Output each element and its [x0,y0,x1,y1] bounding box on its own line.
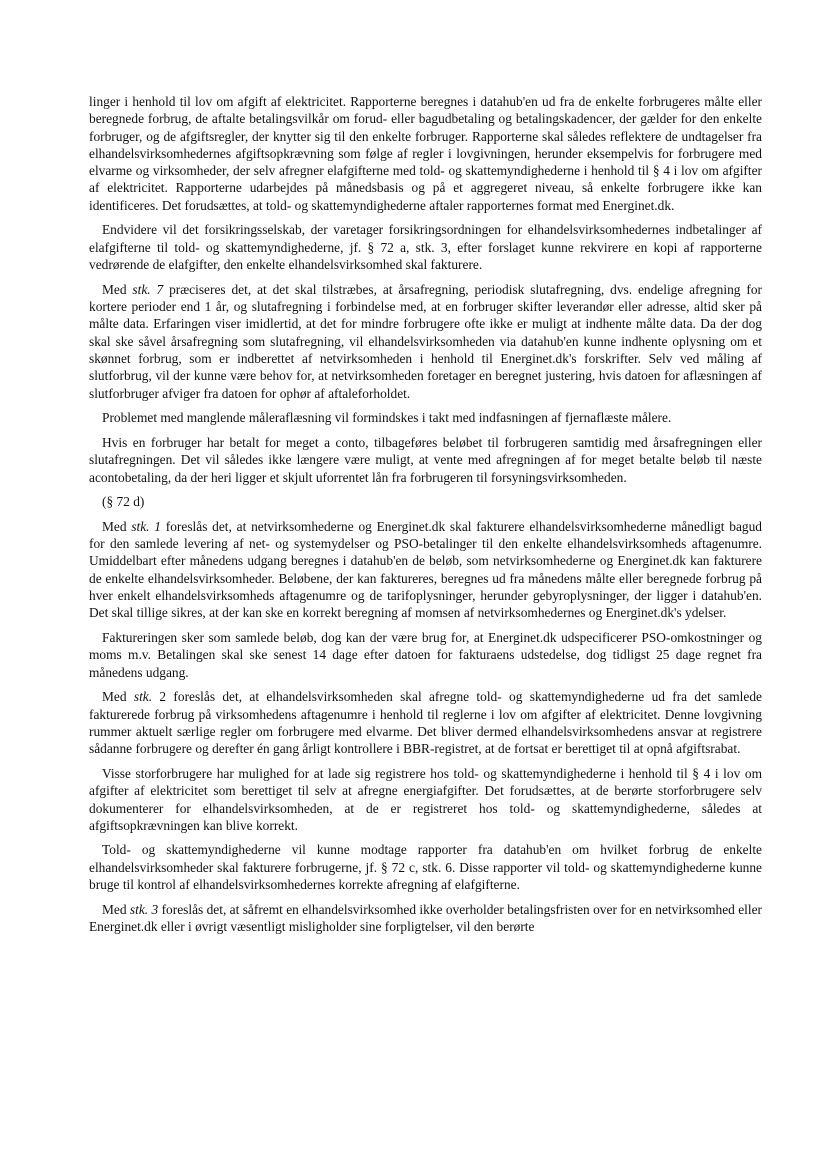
paragraph-stk-ref: stk. 1 [131,518,161,534]
paragraph-text: Faktureringen sker som samlede beløb, dog kan der være brug for, at Energinet.dk udspecificerer PSO-omkostninger og moms m.v. Betalingen skal ske senest 14 dage efter datoen for fakturaens udstedelse, dog tidligst 25 dage regnet fra månedens udgang. [89,630,762,680]
paragraph-text: Hvis en forbruger har betalt for meget a conto, tilbageføres beløbet til forbrugeren samtidig med årsafregningen eller slutafregningen. Det vil således ikke længere være muligt, at vente med afregningen af for meget betalte beløb til næste acontobetaling, da der heri ligger et skjult uforrentet lån fra forbrugeren til forsyningsvirksomheden. [89,434,762,485]
paragraph-storforbrugere [89,765,762,834]
paragraph-stk7 [89,281,762,402]
section-ref: (§ 72 d) [102,494,145,510]
paragraph-lead: Med [102,518,132,534]
paragraph-lead: Med [102,281,133,297]
paragraph-text: linger i henhold til lov om afgift af elektricitet. Rapporterne beregnes i datahub'en ud fra de enkelte forbrugeres målte eller beregnede forbrug, de aftalte betalingsvilkår om forud- eller bagudbetaling og betalingskadencer, der gælder for den enkelte forbruger, og de afgiftsregler, der knytter sig til den enkelte forbruger. Rapporterne skal således reflektere de undtagelser fra elhandelsvirksomhedernes afgiftsopkrævning som følge af regler i lovgivningen, herunder eksempelvis for forbrugere med elvarme og virksomheder, der selv afregner elafgifterne med told- og skattemyndighederne i henhold til § 4 i lov om afgifter af elektricitet. Rapporterne udarbejdes på månedsbasis og på et aggregeret niveau, så enkelte forbrugere ikke kan identificeres. Det forudsættes, at told- og skattemyndighederne aftaler rapporternes format med Energinet.dk. [89,94,762,213]
paragraph-rapporter-kontrol [89,841,762,893]
paragraph-text: foreslås det, at såfremt en elhandelsvirksomhed ikke overholder betalingsfristen over for en netvirksomhed eller Energinet.dk eller i øvrigt væsentligt misligholder sine forpligtelser, vil den berørte [89,901,762,935]
paragraph-lead: Med [102,901,130,917]
paragraph-text: præciseres det, at det skal tilstræbes, at årsafregning, periodisk slutafregning, dvs. endelige afregning for kortere perioder end 1 år, og slutafregning i forbindelse med, at en forbruger skifter leverandør eller adresse, altid sker på målte data. Erfaringen viser imidlertid, at det for mindre forbrugere ofte ikke er muligt at indhente målte data. Da der dog skal ske såvel årsafregning som slutafregning, vil elhandelsvirksomheden via datahub'en kunne indhente oplysning om et skønnet forbrug, som er indberettet af netvirksomheden i henhold til Energinet.dk's forskrifter. Selv ved måling af slutforbrug, vil der kunne være behov for, at netvirksomheden foretager en beregnet justering, hvis datoen for aflæsningen af slutforbruger afviger fra datoen for ophør af aftaleforholdet. [89,281,762,401]
paragraph-lead: Med [102,689,134,705]
paragraph-forsikringsselskab [89,221,762,273]
paragraph-text: foreslås det, at netvirksomhederne og Energinet.dk skal fakturere elhandelsvirksomhederne månedligt bagud for den samlede levering af net- og systemydelser og PSO-betalinger til den enkelte elhandelsvirksomheds aftagenumre. Umiddelbart efter månedens udgang beregnes i datahub'en de beløb, som netvirksomhederne og Energinet.dk kan fakturere de enkelte elhandelsvirksomheder. Beløbene, der kan faktureres, beregnes ud fra månedens målte eller beregnede forbrug på hver enkelt elhandelsvirksomheds aftagenumre og de tarifoplysninger, herunder gebyroplysninger, der ligger i datahub'en. Det skal tillige sikres, at der kan ske en korrekt beregning af momsen af netvirksomhedernes og Energinet.dk's ydelser. [89,518,762,621]
paragraph-stk-ref: stk. [133,689,153,705]
paragraph-a-conto [89,434,762,486]
paragraph-maaleraflaesning [89,409,762,426]
paragraph-stk2 [89,688,762,757]
paragraph-text: 2 foreslås det, at elhandelsvirksomheden skal afregne told- og skattemyndighederne ud fra det samlede fakturerede forbrug på virksomhedens aftagenumre i henhold til reglerne i lov om afgifter af elektricitet. Denne lovgivning rummer aktuelt særlige regler om forbrugere med elvarme. Det bliver dermed elhandelsvirksomhedens ansvar at registrere sådanne forbrugere og derefter én gang årligt kontrollere i BBR-registret, at de fortsat er berettiget til at opnå afgiftsrabat. [89,689,762,757]
paragraph-stk-ref: stk. 3 [129,901,159,917]
paragraph-rapporter [89,93,762,214]
document-page [89,93,762,943]
paragraph-stk-ref: stk. 7 [132,281,164,297]
paragraph-text: Problemet med manglende måleraflæsning vil formindskes i takt med indfasningen af fjernaflæste målere. [102,410,672,426]
paragraph-stk1 [89,518,762,622]
paragraph-text: Visse storforbrugere har mulighed for at lade sig registrere hos told- og skattemyndighederne i henhold til § 4 i lov om afgifter af elektricitet som berettiget til selv at afregne energiafgifter. Det forudsættes, at de berørte storforbrugere selv dokumenterer for elhandelsvirksomheden, at de er registreret hos told- og skattemyndighederne, således at afgiftsopkrævningen kan blive korrekt. [89,765,762,833]
paragraph-stk3 [89,901,762,936]
paragraph-fakturering [89,629,762,681]
paragraph-text: Told- og skattemyndighederne vil kunne modtage rapporter fra datahub'en om hvilket forbrug de enkelte elhandelsvirksomheder skal fakturere forbrugerne, jf. § 72 c, stk. 6. Disse rapporter vil told- og skattemyndighederne kunne bruge til kontrol af elhandelsvirksomhedernes korrekte afregning af elafgifterne. [89,842,762,893]
section-heading-72d [89,493,762,510]
paragraph-text: Endvidere vil det forsikringsselskab, der varetager forsikringsordningen for elhandelsvirksomhedernes indbetalinger af elafgifterne til told- og skattemyndighederne, jf. § 72 a, stk. 3, efter forslaget kunne rekvirere en kopi af rapporterne vedrørende de elafgifter, den enkelte elhandelsvirksomhed skal fakturere. [89,222,762,273]
